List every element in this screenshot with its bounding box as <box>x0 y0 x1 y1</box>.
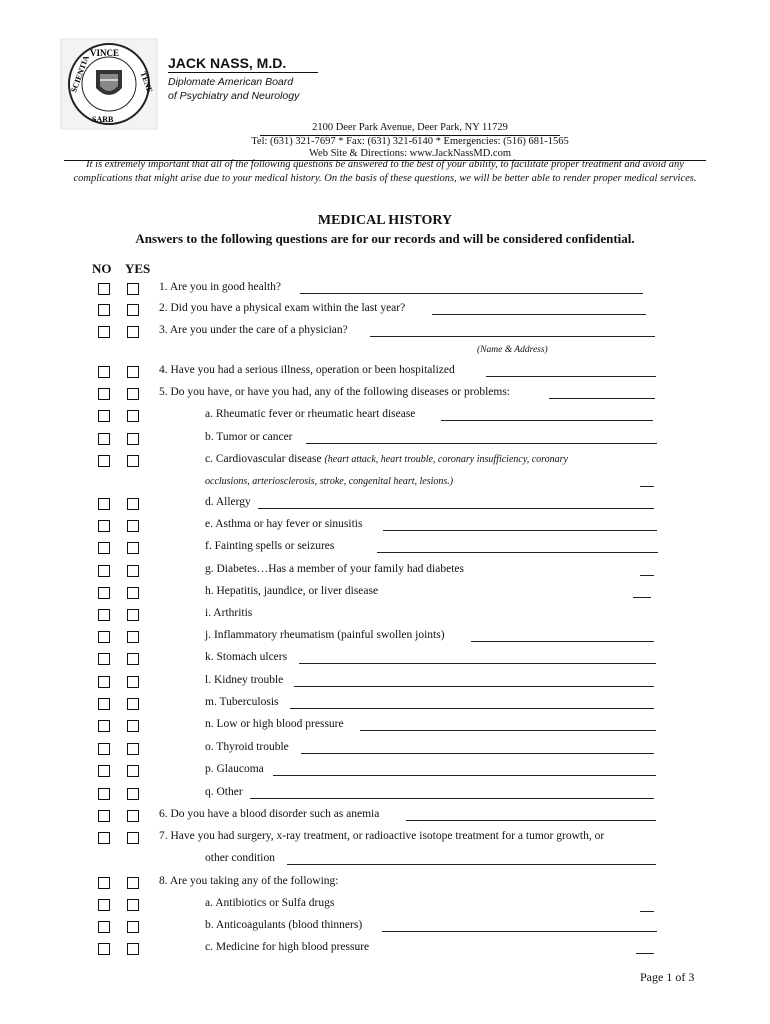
form-title: MEDICAL HISTORY <box>317 213 453 228</box>
svg-text:SCIENTIA: SCIENTIA <box>69 54 91 94</box>
q6-no-checkbox[interactable] <box>98 810 110 822</box>
q2-yes-checkbox[interactable] <box>127 304 139 316</box>
q5e-answer-line[interactable] <box>383 530 657 531</box>
q5c-yes-checkbox[interactable] <box>127 455 139 467</box>
q5b-yes-checkbox[interactable] <box>127 433 139 445</box>
svg-text:SARB: SARB <box>92 115 114 124</box>
credential-line-1: Diplomate American Board <box>168 76 294 88</box>
q5g-answer-line[interactable] <box>640 575 654 576</box>
question-row-5n <box>0 718 770 738</box>
q4-yes-checkbox[interactable] <box>127 366 139 378</box>
q8-yes-checkbox[interactable] <box>127 877 139 889</box>
q1-no-checkbox[interactable] <box>98 283 110 295</box>
q5-label: 5. Do you have, or have you had, any of the following diseases or problems: <box>159 386 510 398</box>
q5f-label: f. Fainting spells or seizures <box>205 540 335 552</box>
q5k-answer-line[interactable] <box>299 663 656 664</box>
yes-column-header: YES <box>125 261 151 276</box>
question-row-3 <box>0 324 770 344</box>
q8a-no-checkbox[interactable] <box>98 899 110 911</box>
page-number: Page 1 of 3 <box>640 970 695 984</box>
question-row-5j <box>0 629 770 649</box>
question-row-5p <box>0 763 770 783</box>
q6-label: 6. Do you have a blood disorder such as anemia <box>159 808 380 820</box>
q7-answer-line[interactable] <box>287 864 656 865</box>
q5g-label: g. Diabetes…Has a member of your family had diabetes <box>205 563 464 575</box>
q5c-text: c. Cardiovascular disease <box>205 453 322 465</box>
q5b-no-checkbox[interactable] <box>98 433 110 445</box>
q5i-no-checkbox[interactable] <box>98 609 110 621</box>
q7-continued-label: other condition <box>205 852 275 864</box>
q5h-yes-checkbox[interactable] <box>127 587 139 599</box>
q1-label: 1. Are you in good health? <box>159 281 282 293</box>
q8c-no-checkbox[interactable] <box>98 943 110 955</box>
q5l-yes-checkbox[interactable] <box>127 676 139 688</box>
question-row-8a <box>0 897 770 917</box>
q6-answer-line[interactable] <box>406 820 656 821</box>
question-row-6 <box>0 808 770 828</box>
question-row-5m <box>0 696 770 716</box>
q8c-label: c. Medicine for high blood pressure <box>205 941 370 953</box>
q5j-yes-checkbox[interactable] <box>127 631 139 643</box>
form-subtitle: Answers to the following questions are for our records and will be considered confidential. <box>135 231 635 246</box>
credential-line-2: of Psychiatry and Neurology <box>168 90 300 102</box>
q5m-label: m. Tuberculosis <box>205 696 279 708</box>
q5j-no-checkbox[interactable] <box>98 631 110 643</box>
q5d-answer-line[interactable] <box>258 508 654 509</box>
q5h-label: h. Hepatitis, jaundice, or liver disease <box>205 585 379 597</box>
q5n-yes-checkbox[interactable] <box>127 720 139 732</box>
q5e-yes-checkbox[interactable] <box>127 520 139 532</box>
question-row-1 <box>0 281 770 301</box>
q5p-label: p. Glaucoma <box>205 763 264 775</box>
question-row-5l <box>0 674 770 694</box>
q5-no-checkbox[interactable] <box>98 388 110 400</box>
q3-label: 3. Are you under the care of a physician? <box>159 324 348 336</box>
q5f-answer-line[interactable] <box>377 552 658 553</box>
question-row-5 <box>0 386 770 406</box>
q5o-yes-checkbox[interactable] <box>127 743 139 755</box>
q8b-answer-line[interactable] <box>382 931 657 932</box>
q5o-label: o. Thyroid trouble <box>205 741 289 753</box>
q1-answer-line[interactable] <box>300 293 643 294</box>
question-row-5k <box>0 651 770 671</box>
q5p-no-checkbox[interactable] <box>98 765 110 777</box>
q8b-yes-checkbox[interactable] <box>127 921 139 933</box>
question-row-5d <box>0 496 770 516</box>
q6-yes-checkbox[interactable] <box>127 810 139 822</box>
doctor-credentials <box>168 75 299 103</box>
q8a-answer-line[interactable] <box>640 911 654 912</box>
question-row-5q <box>0 786 770 806</box>
address-line: 2100 Deer Park Avenue, Deer Park, NY 11729 <box>260 122 560 136</box>
q3-answer-line[interactable] <box>370 336 655 337</box>
q5a-yes-checkbox[interactable] <box>127 410 139 422</box>
q5m-yes-checkbox[interactable] <box>127 698 139 710</box>
question-row-5f <box>0 540 770 560</box>
q3-name-address-note: (Name & Address) <box>477 345 548 355</box>
q2-label: 2. Did you have a physical exam within the last year? <box>159 302 406 314</box>
q5h-answer-line[interactable] <box>633 597 651 598</box>
q5g-yes-checkbox[interactable] <box>127 565 139 577</box>
q8b-no-checkbox[interactable] <box>98 921 110 933</box>
question-row-8c <box>0 941 770 961</box>
q5j-label: j. Inflammatory rheumatism (painful swollen joints) <box>205 629 445 641</box>
q4-no-checkbox[interactable] <box>98 366 110 378</box>
q5c-note-continued: occlusions, arteriosclerosis, stroke, congenital heart, lesions.) <box>205 476 454 487</box>
question-row-4 <box>0 364 770 384</box>
q5i-label: i. Arthritis <box>205 607 253 619</box>
question-row-7 <box>0 830 770 850</box>
q8a-label: a. Antibiotics or Sulfa drugs <box>205 897 335 909</box>
question-row-5b <box>0 431 770 451</box>
q5c-note: (heart attack, heart trouble, coronary insufficiency, coronary <box>324 454 568 465</box>
contact-block <box>170 122 650 161</box>
intro-paragraph: It is extremely important that all of the following questions be answered to the best of your ability, to facilitate proper treatment and avoid any complications that might arise due to your medical history. On the basis of these questions, we will be better able to render proper medical services. <box>73 159 697 184</box>
q5q-no-checkbox[interactable] <box>98 788 110 800</box>
q5c-label <box>205 453 568 465</box>
q5f-yes-checkbox[interactable] <box>127 542 139 554</box>
question-row-8 <box>0 875 770 895</box>
q5n-answer-line[interactable] <box>360 730 656 731</box>
q5k-no-checkbox[interactable] <box>98 653 110 665</box>
question-row-2 <box>0 302 770 322</box>
q5a-label: a. Rheumatic fever or rheumatic heart disease <box>205 408 416 420</box>
q5p-answer-line[interactable] <box>273 775 656 776</box>
q5-yes-checkbox[interactable] <box>127 388 139 400</box>
scientia-seal-logo <box>60 38 158 130</box>
question-row-5g <box>0 563 770 583</box>
q5b-answer-line[interactable] <box>306 443 657 444</box>
q5m-answer-line[interactable] <box>290 708 654 709</box>
q5l-answer-line[interactable] <box>294 686 654 687</box>
question-row-8b <box>0 919 770 939</box>
q1-yes-checkbox[interactable] <box>127 283 139 295</box>
q5d-yes-checkbox[interactable] <box>127 498 139 510</box>
q8-label: 8. Are you taking any of the following: <box>159 875 339 887</box>
q5e-label: e. Asthma or hay fever or sinusitis <box>205 518 363 530</box>
q5k-yes-checkbox[interactable] <box>127 653 139 665</box>
q5e-no-checkbox[interactable] <box>98 520 110 532</box>
q8c-answer-line[interactable] <box>636 953 654 954</box>
q5p-yes-checkbox[interactable] <box>127 765 139 777</box>
q8b-label: b. Anticoagulants (blood thinners) <box>205 919 363 931</box>
q8c-yes-checkbox[interactable] <box>127 943 139 955</box>
q5a-no-checkbox[interactable] <box>98 410 110 422</box>
q8-no-checkbox[interactable] <box>98 877 110 889</box>
q7-label: 7. Have you had surgery, x-ray treatment, or radioactive isotope treatment for a tumor growth, or <box>159 830 605 842</box>
q5i-yes-checkbox[interactable] <box>127 609 139 621</box>
q5k-label: k. Stomach ulcers <box>205 651 288 663</box>
q5c-answer-line[interactable] <box>640 486 654 487</box>
phone-line: Tel: (631) 321-7697 * Fax: (631) 321-6140 * Emergencies: (516) 681-1565 <box>251 135 569 147</box>
q7-yes-checkbox[interactable] <box>127 832 139 844</box>
svg-text:VINCE: VINCE <box>90 48 120 58</box>
q5o-answer-line[interactable] <box>301 753 654 754</box>
svg-text:TENE: TENE <box>138 70 155 95</box>
q5f-no-checkbox[interactable] <box>98 542 110 554</box>
no-column-header: NO <box>92 261 112 276</box>
q3-no-checkbox[interactable] <box>98 326 110 338</box>
q5m-no-checkbox[interactable] <box>98 698 110 710</box>
q4-label: 4. Have you had a serious illness, operation or been hospitalized <box>159 364 455 376</box>
q5j-answer-line[interactable] <box>471 641 654 642</box>
q5a-answer-line[interactable] <box>441 420 653 421</box>
q5n-no-checkbox[interactable] <box>98 720 110 732</box>
q5l-label: l. Kidney trouble <box>205 674 284 686</box>
question-row-5o <box>0 741 770 761</box>
q5q-label: q. Other <box>205 786 243 798</box>
q5o-no-checkbox[interactable] <box>98 743 110 755</box>
q5q-answer-line[interactable] <box>250 798 654 799</box>
web-line: Web Site & Directions: www.JackNassMD.com <box>308 148 512 159</box>
q2-answer-line[interactable] <box>432 314 646 315</box>
q5d-no-checkbox[interactable] <box>98 498 110 510</box>
q4-answer-line[interactable] <box>486 376 656 377</box>
q5l-no-checkbox[interactable] <box>98 676 110 688</box>
q5g-no-checkbox[interactable] <box>98 565 110 577</box>
question-row-5e <box>0 518 770 538</box>
q3-yes-checkbox[interactable] <box>127 326 139 338</box>
question-row-5c <box>0 453 770 473</box>
q7-no-checkbox[interactable] <box>98 832 110 844</box>
q5c-no-checkbox[interactable] <box>98 455 110 467</box>
q5n-label: n. Low or high blood pressure <box>205 718 344 730</box>
q5b-label: b. Tumor or cancer <box>205 431 293 443</box>
q5q-yes-checkbox[interactable] <box>127 788 139 800</box>
q8a-yes-checkbox[interactable] <box>127 899 139 911</box>
doctor-name: JACK NASS, M.D. <box>168 55 318 73</box>
q2-no-checkbox[interactable] <box>98 304 110 316</box>
question-row-5h <box>0 585 770 605</box>
q5d-label: d. Allergy <box>205 496 251 508</box>
question-row-5i <box>0 607 770 627</box>
q5h-no-checkbox[interactable] <box>98 587 110 599</box>
question-row-5a <box>0 408 770 428</box>
q5-answer-line[interactable] <box>549 398 655 399</box>
